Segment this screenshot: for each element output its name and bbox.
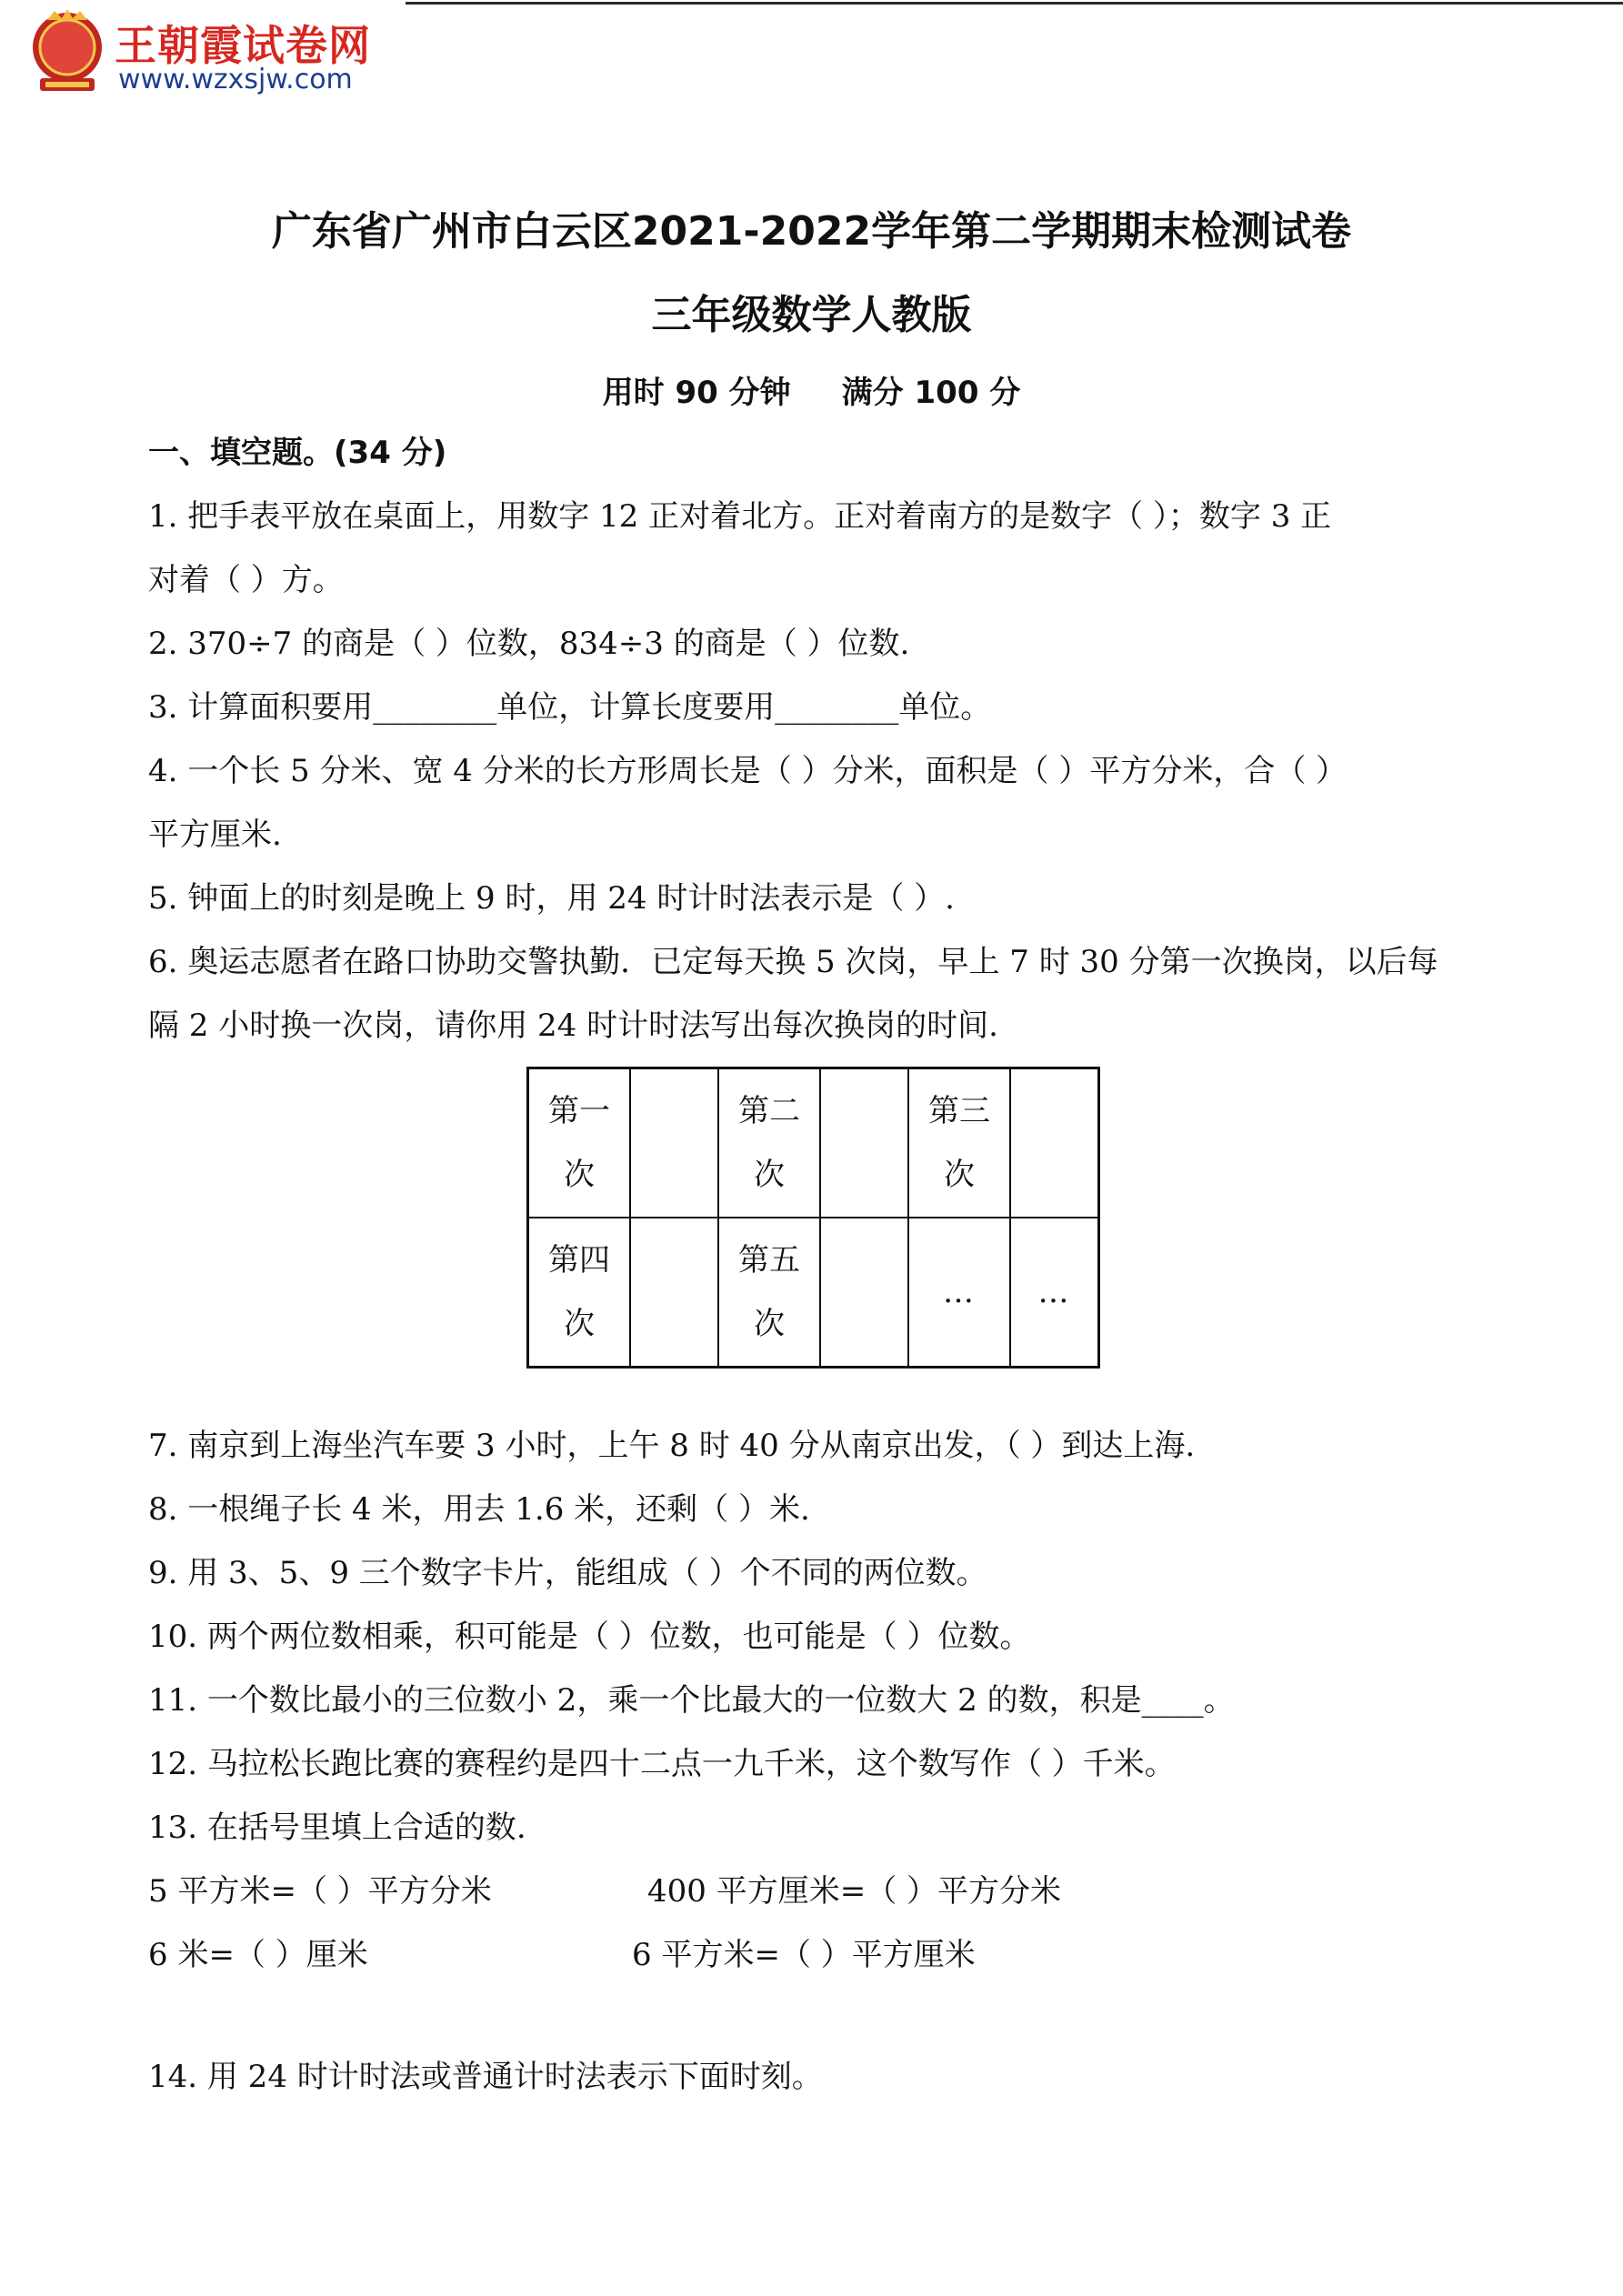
header-rule — [406, 2, 1623, 5]
question-6-line-2: 隔 2 小时换一次岗，请你用 24 时计时法写出每次换岗的时间. — [148, 1008, 998, 1044]
section-heading: 一、填空题。(34 分) — [148, 435, 447, 471]
question-12: 12. 马拉松长跑比赛的赛程约是四十二点一九千米，这个数写作（ ）千米。 — [148, 1746, 1176, 1782]
question-13-item-3: 6 米=（ ）厘米 — [148, 1937, 368, 1973]
question-13: 13. 在括号里填上合适的数. — [148, 1810, 526, 1846]
question-4-line-2: 平方厘米. — [148, 817, 282, 853]
cell-text: 次 — [754, 1306, 785, 1342]
site-logo[interactable] — [27, 7, 409, 107]
cell-text: 第一 — [548, 1093, 610, 1129]
table-cell-label — [528, 1218, 631, 1368]
question-10: 10. 两个两位数相乘，积可能是（ ）位数，也可能是（ ）位数。 — [148, 1619, 1031, 1655]
table-row — [528, 1218, 1099, 1368]
cell-text: 次 — [754, 1157, 785, 1193]
table-cell-label — [718, 1218, 820, 1368]
exam-info — [0, 367, 1623, 412]
question-13-item-1: 5 平方米=（ ）平方分米 — [148, 1873, 492, 1910]
question-14: 14. 用 24 时计时法或普通计时法表示下面时刻。 — [148, 2059, 823, 2095]
question-7: 7. 南京到上海坐汽车要 3 小时，上午 8 时 40 分从南京出发，（ ）到达上海. — [148, 1428, 1196, 1464]
cell-text: 第二 — [738, 1093, 800, 1129]
page-subtitle: 三年级数学人教版 — [651, 292, 972, 338]
question-9: 9. 用 3、5、9 三个数字卡片，能组成（ ）个不同的两位数。 — [148, 1555, 987, 1591]
question-11: 11. 一个数比最小的三位数小 2，乘一个比最大的一位数大 2 的数，积是____。 — [148, 1682, 1235, 1719]
page-title: 广东省广州市白云区2021-2022学年第二学期期末检测试卷 — [271, 208, 1352, 255]
question-8: 8. 一根绳子长 4 米，用去 1.6 米，还剩（ ）米. — [148, 1491, 810, 1528]
table-cell-answer[interactable] — [820, 1068, 908, 1218]
question-1-line-2: 对着（ ）方。 — [148, 562, 344, 598]
cell-text: 第五 — [738, 1242, 800, 1278]
table-cell-label — [528, 1068, 631, 1218]
question-3: 3. 计算面积要用________单位，计算长度要用________单位。 — [148, 689, 992, 726]
table-cell-ellipsis: … — [908, 1218, 1010, 1368]
table-cell-ellipsis: … — [1010, 1218, 1099, 1368]
question-5: 5. 钟面上的时刻是晚上 9 时，用 24 时计时法表示是（ ）. — [148, 880, 955, 917]
question-6-line-1: 6. 奥运志愿者在路口协助交警执勤．已定每天换 5 次岗，早上 7 时 30 分第一次换岗，以后每 — [148, 944, 1438, 980]
cell-text: 第三 — [928, 1093, 990, 1129]
brand-name: 王朝霞试卷网 — [115, 21, 371, 70]
cell-text: 次 — [564, 1306, 595, 1342]
question-2: 2. 370÷7 的商是（ ）位数，834÷3 的商是（ ）位数. — [148, 626, 910, 662]
table-row — [528, 1068, 1099, 1218]
question-4-line-1: 4. 一个长 5 分米、宽 4 分米的长方形周长是（ ）分米，面积是（ ）平方分米，合（ ） — [148, 753, 1347, 789]
question-1-line-1: 1. 把手表平放在桌面上，用数字 12 正对着北方。正对着南方的是数字（ ）；数字 3 正 — [148, 498, 1332, 535]
table-cell-answer[interactable] — [820, 1218, 908, 1368]
question-13-item-4: 6 平方米=（ ）平方厘米 — [632, 1937, 976, 1973]
table-cell-label — [718, 1068, 820, 1218]
question-13-item-2: 400 平方厘米=（ ）平方分米 — [647, 1873, 1061, 1910]
exam-time: 用时 90 分钟 — [602, 375, 791, 411]
table-cell-answer[interactable] — [630, 1218, 718, 1368]
table-cell-answer[interactable] — [630, 1068, 718, 1218]
table-cell-label — [908, 1068, 1010, 1218]
cell-text: 次 — [944, 1157, 975, 1193]
exam-score: 满分 100 分 — [841, 375, 1021, 411]
brand-url[interactable]: www.wzxsjw.com — [118, 64, 353, 95]
shift-time-table — [526, 1067, 1100, 1369]
seal-icon — [27, 7, 107, 98]
cell-text: 次 — [564, 1157, 595, 1193]
cell-text: 第四 — [548, 1242, 610, 1278]
table-cell-answer[interactable] — [1010, 1068, 1099, 1218]
